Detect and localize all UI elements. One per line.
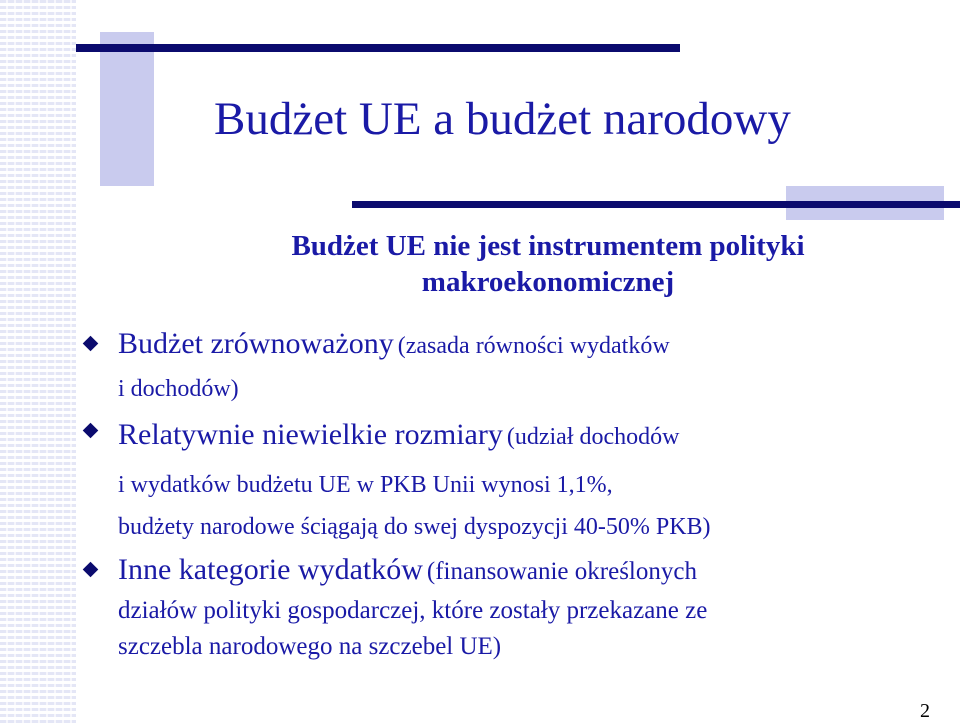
bullet-line-1 [118, 409, 940, 466]
bullet-main-text: Inne kategorie wydatków [118, 553, 423, 586]
bullet-line-2: i wydatków budżetu UE w PKB Unii wynosi 1,1%, [118, 472, 613, 498]
list-item [80, 409, 940, 550]
diamond-bullet-icon [83, 336, 99, 352]
subtitle-line-1: Budżet UE nie jest instrumentem polityki [291, 230, 805, 262]
bullet-detail-text: (udział dochodów [506, 424, 680, 450]
list-item [80, 322, 940, 407]
bullet-main-text: Budżet zrównoważony [118, 327, 394, 360]
bullet-continuation: i dochodów) [118, 376, 239, 402]
slide-title: Budżet UE a budżet narodowy [214, 93, 791, 145]
slide-subtitle [186, 228, 910, 300]
decorative-square-top [100, 32, 154, 186]
bullet-list [80, 322, 940, 667]
left-decorative-grid [0, 0, 76, 725]
diamond-bullet-icon [83, 562, 99, 578]
bullet-line-3: szczebla narodowego na szczebel UE) [118, 633, 502, 660]
bullet-detail-text: (zasada równości wydatków [397, 333, 670, 359]
bullet-main-text: Relatywnie niewielkie rozmiary [118, 418, 503, 451]
bullet-line-2: działów polityki gospodarczej, które zostały przekazane ze [118, 597, 708, 624]
decorative-line-top [76, 44, 680, 52]
decorative-line-middle [352, 201, 960, 208]
bullet-line-1 [118, 322, 940, 371]
bullet-line-1 [118, 552, 940, 593]
bullet-detail-text: (finansowanie określonych [426, 558, 697, 585]
diamond-bullet-icon [83, 423, 99, 439]
list-item [80, 552, 940, 665]
bullet-line-3: budżety narodowe ściągają do swej dyspozycji 40-50% PKB) [118, 514, 711, 540]
subtitle-line-2: makroekonomicznej [421, 266, 675, 298]
page-number: 2 [920, 700, 930, 722]
